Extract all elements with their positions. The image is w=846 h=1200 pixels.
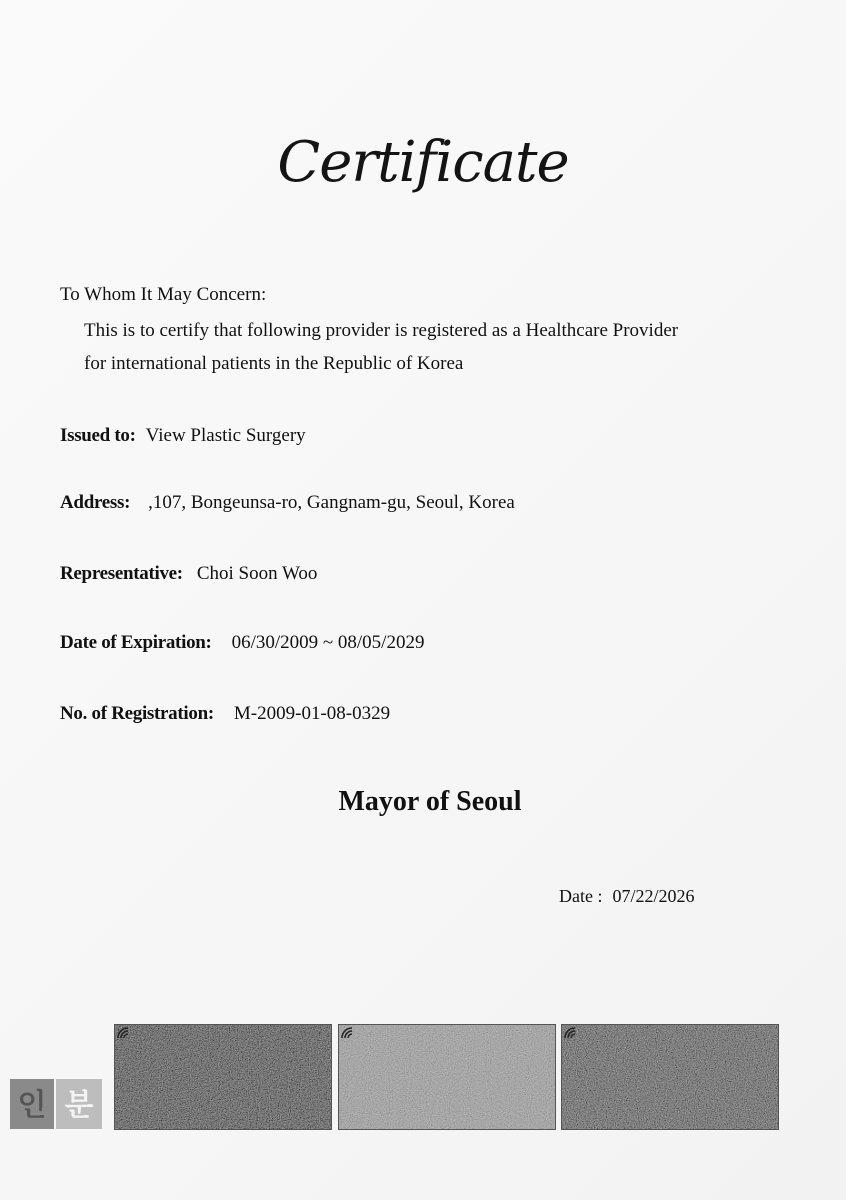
address-field [60, 492, 515, 514]
registration-value: M-2009-01-08-0329 [233, 703, 391, 724]
intro-line-2: for international patients in the Republic of Korea [84, 353, 464, 374]
svg-text:인: 인 [17, 1088, 47, 1123]
issued-to-field [60, 425, 306, 447]
stamp-corner-icon [117, 1027, 133, 1039]
issuer-name: Mayor of Seoul [338, 786, 522, 817]
intro-line-1: This is to certify that following provider is registered as a Healthcare Provider [84, 320, 679, 341]
security-stamps [114, 1024, 778, 1130]
issued-to-label: Issued to: [60, 425, 136, 446]
salutation: To Whom It May Concern: [60, 284, 267, 305]
issue-date [559, 886, 695, 907]
security-stamp-1 [114, 1024, 332, 1130]
intro-paragraph [84, 314, 804, 380]
certificate-title: Certificate [277, 130, 569, 195]
registration-field [60, 703, 390, 725]
representative-label: Representative: [60, 563, 183, 584]
registration-label: No. of Registration: [60, 703, 214, 724]
stamp-corner-icon [564, 1027, 580, 1039]
expiration-field [60, 632, 424, 654]
representative-field [60, 563, 317, 585]
svg-text:분: 분 [64, 1088, 94, 1123]
issue-date-label: Date : [559, 886, 603, 906]
stamp-corner-icon [341, 1027, 357, 1039]
security-stamp-3 [561, 1024, 779, 1130]
address-value: ,107, Bongeunsa-ro, Gangnam-gu, Seoul, Korea [148, 492, 515, 513]
issue-date-value: 07/22/2026 [612, 886, 695, 906]
issued-to-value: View Plastic Surgery [145, 425, 306, 446]
representative-value: Choi Soon Woo [196, 563, 318, 584]
expiration-label: Date of Expiration: [60, 632, 212, 653]
address-label: Address: [60, 492, 131, 513]
official-seal-icon [10, 1079, 102, 1129]
security-stamp-2 [338, 1024, 556, 1130]
expiration-value: 06/30/2009 ~ 08/05/2029 [231, 632, 425, 653]
